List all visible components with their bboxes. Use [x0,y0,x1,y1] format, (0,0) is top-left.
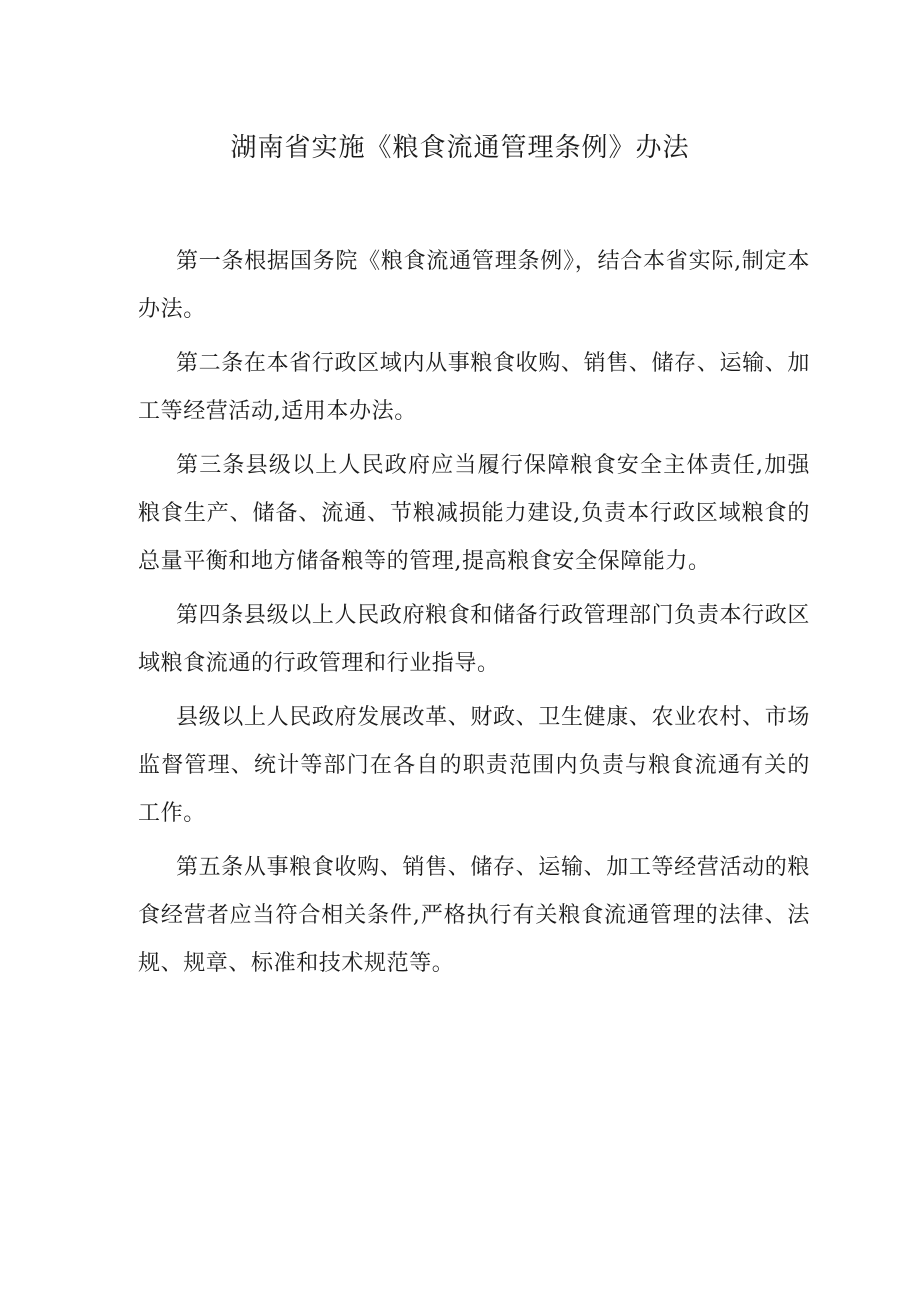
paragraph-article-4: 第四条县级以上人民政府粮食和储备行政管理部门负责本行政区域粮食流通的行政管理和行业指导。 [138,603,810,676]
document-body [138,238,810,994]
document-title: 湖南省实施《粮食流通管理条例》办法 [230,133,690,163]
paragraph-article-1: 第一条根据国务院《粮食流通管理条例》，结合本省实际,制定本办法。 [138,249,810,322]
paragraph-article-4-clause-2: 县级以上人民政府发展改革、财政、卫生健康、农业农村、市场监督管理、统计等部门在各自的职责范围内负责与粮食流通有关的工作。 [138,705,810,826]
paragraph-article-5: 第五条从事粮食收购、销售、储存、运输、加工等经营活动的粮食经营者应当符合相关条件,严格执行有关粮食流通管理的法律、法规、规章、标准和技术规范等。 [138,855,810,976]
paragraph-article-3: 第三条县级以上人民政府应当履行保障粮食安全主体责任,加强粮食生产、储备、流通、节粮减损能力建设,负责本行政区域粮食的总量平衡和地方储备粮等的管理,提高粮食安全保障能力。 [138,453,810,574]
paragraph-article-2: 第二条在本省行政区域内从事粮食收购、销售、储存、运输、加工等经营活动,适用本办法。 [138,351,810,424]
